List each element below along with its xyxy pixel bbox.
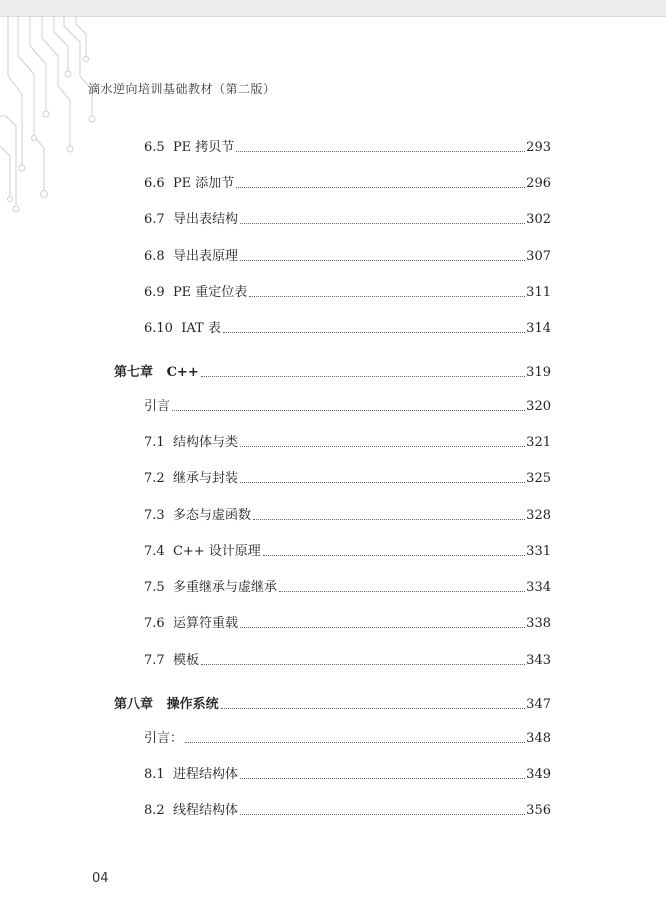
toc-section-entry [144, 540, 551, 560]
dot-leader [240, 446, 525, 447]
dot-leader [240, 814, 525, 815]
toc-entry-page: 356 [526, 803, 551, 818]
toc-section-entry [144, 281, 551, 301]
toc-entry-label: 6.10 IAT 表 [144, 321, 221, 336]
toc-entry-label: 7.1 结构体与类 [144, 435, 238, 450]
toc-section-entry [144, 172, 551, 192]
toc-chapter-entry [114, 693, 551, 713]
book-title-header: 滴水逆向培训基础教材（第二版） [88, 82, 276, 96]
toc-entry-page: 325 [526, 471, 551, 486]
dot-leader [240, 482, 525, 483]
toc-entry-label: 7.3 多态与虚函数 [144, 508, 251, 523]
dot-leader [201, 376, 525, 377]
page-number: 04 [92, 871, 109, 886]
toc-section-entry [144, 504, 551, 524]
toc-entry-page: 302 [526, 212, 551, 227]
dot-leader [263, 555, 525, 556]
toc-entry-label: 6.5 PE 拷贝节 [144, 140, 235, 155]
toc-entry-page: 311 [526, 285, 551, 300]
toc-section-entry [144, 395, 551, 415]
toc-section-entry [144, 612, 551, 632]
toc-entry-label: 引言： [144, 731, 184, 746]
toc-entry-label: 8.2 线程结构体 [144, 803, 238, 818]
circuit-decoration-icon [0, 16, 110, 216]
toc-entry-page: 343 [526, 653, 551, 668]
toc-section-entry [144, 763, 551, 783]
toc-entry-label: 7.4 C++ 设计原理 [144, 544, 261, 559]
dot-leader [185, 742, 525, 743]
toc-section-entry [144, 649, 551, 669]
dot-leader [240, 778, 525, 779]
toc-entry-page: 334 [526, 580, 551, 595]
toc-entry-label: 7.6 运算符重载 [144, 616, 238, 631]
toc-entry-page: 307 [526, 249, 551, 264]
toc-entry-label: 7.7 模板 [144, 653, 199, 668]
toc-entry-page: 319 [526, 365, 551, 380]
toc-entry-page: 349 [526, 767, 551, 782]
dot-leader [240, 223, 525, 224]
toc-entry-label: 第七章 C++ [114, 365, 199, 380]
toc-entry-label: 8.1 进程结构体 [144, 767, 238, 782]
toc-entry-label: 引言 [144, 399, 171, 414]
dot-leader [279, 591, 525, 592]
toc-entry-label: 6.9 PE 重定位表 [144, 285, 248, 300]
toc-entry-page: 338 [526, 616, 551, 631]
toc-entry-page: 293 [526, 140, 551, 155]
toc-entry-page: 320 [526, 399, 551, 414]
toc-entry-label: 7.2 继承与封装 [144, 471, 238, 486]
dot-leader [253, 519, 525, 520]
toc-entry-page: 348 [526, 731, 551, 746]
toc-section-entry [144, 799, 551, 819]
dot-leader [240, 627, 525, 628]
dot-leader [172, 410, 525, 411]
toc-section-entry [144, 136, 551, 156]
toc-entry-page: 321 [526, 435, 551, 450]
toc-entry-label: 6.8 导出表原理 [144, 249, 238, 264]
toc-entry-page: 328 [526, 508, 551, 523]
dot-leader [223, 332, 525, 333]
dot-leader [221, 708, 526, 709]
toc-entry-page: 314 [526, 321, 551, 336]
toc-section-entry [144, 317, 551, 337]
toc-section-entry [144, 576, 551, 596]
toc-entry-page: 296 [526, 176, 551, 191]
dot-leader [201, 664, 525, 665]
toc-entry-page: 347 [526, 697, 551, 712]
toc-section-entry [144, 208, 551, 228]
toc-entry-label: 6.7 导出表结构 [144, 212, 238, 227]
toc-section-entry [144, 467, 551, 487]
toc-entry-label: 7.5 多重继承与虚继承 [144, 580, 277, 595]
toc-entry-label: 6.6 PE 添加节 [144, 176, 235, 191]
dot-leader [240, 260, 525, 261]
toc-entry-page: 331 [526, 544, 551, 559]
dot-leader [236, 187, 525, 188]
viewer-top-bar [0, 0, 666, 17]
toc-section-entry [144, 727, 551, 747]
toc-section-entry [144, 431, 551, 451]
toc-chapter-entry [114, 361, 551, 381]
dot-leader [249, 296, 525, 297]
dot-leader [236, 151, 525, 152]
toc-entry-label: 第八章 操作系统 [114, 697, 219, 712]
toc-section-entry [144, 245, 551, 265]
